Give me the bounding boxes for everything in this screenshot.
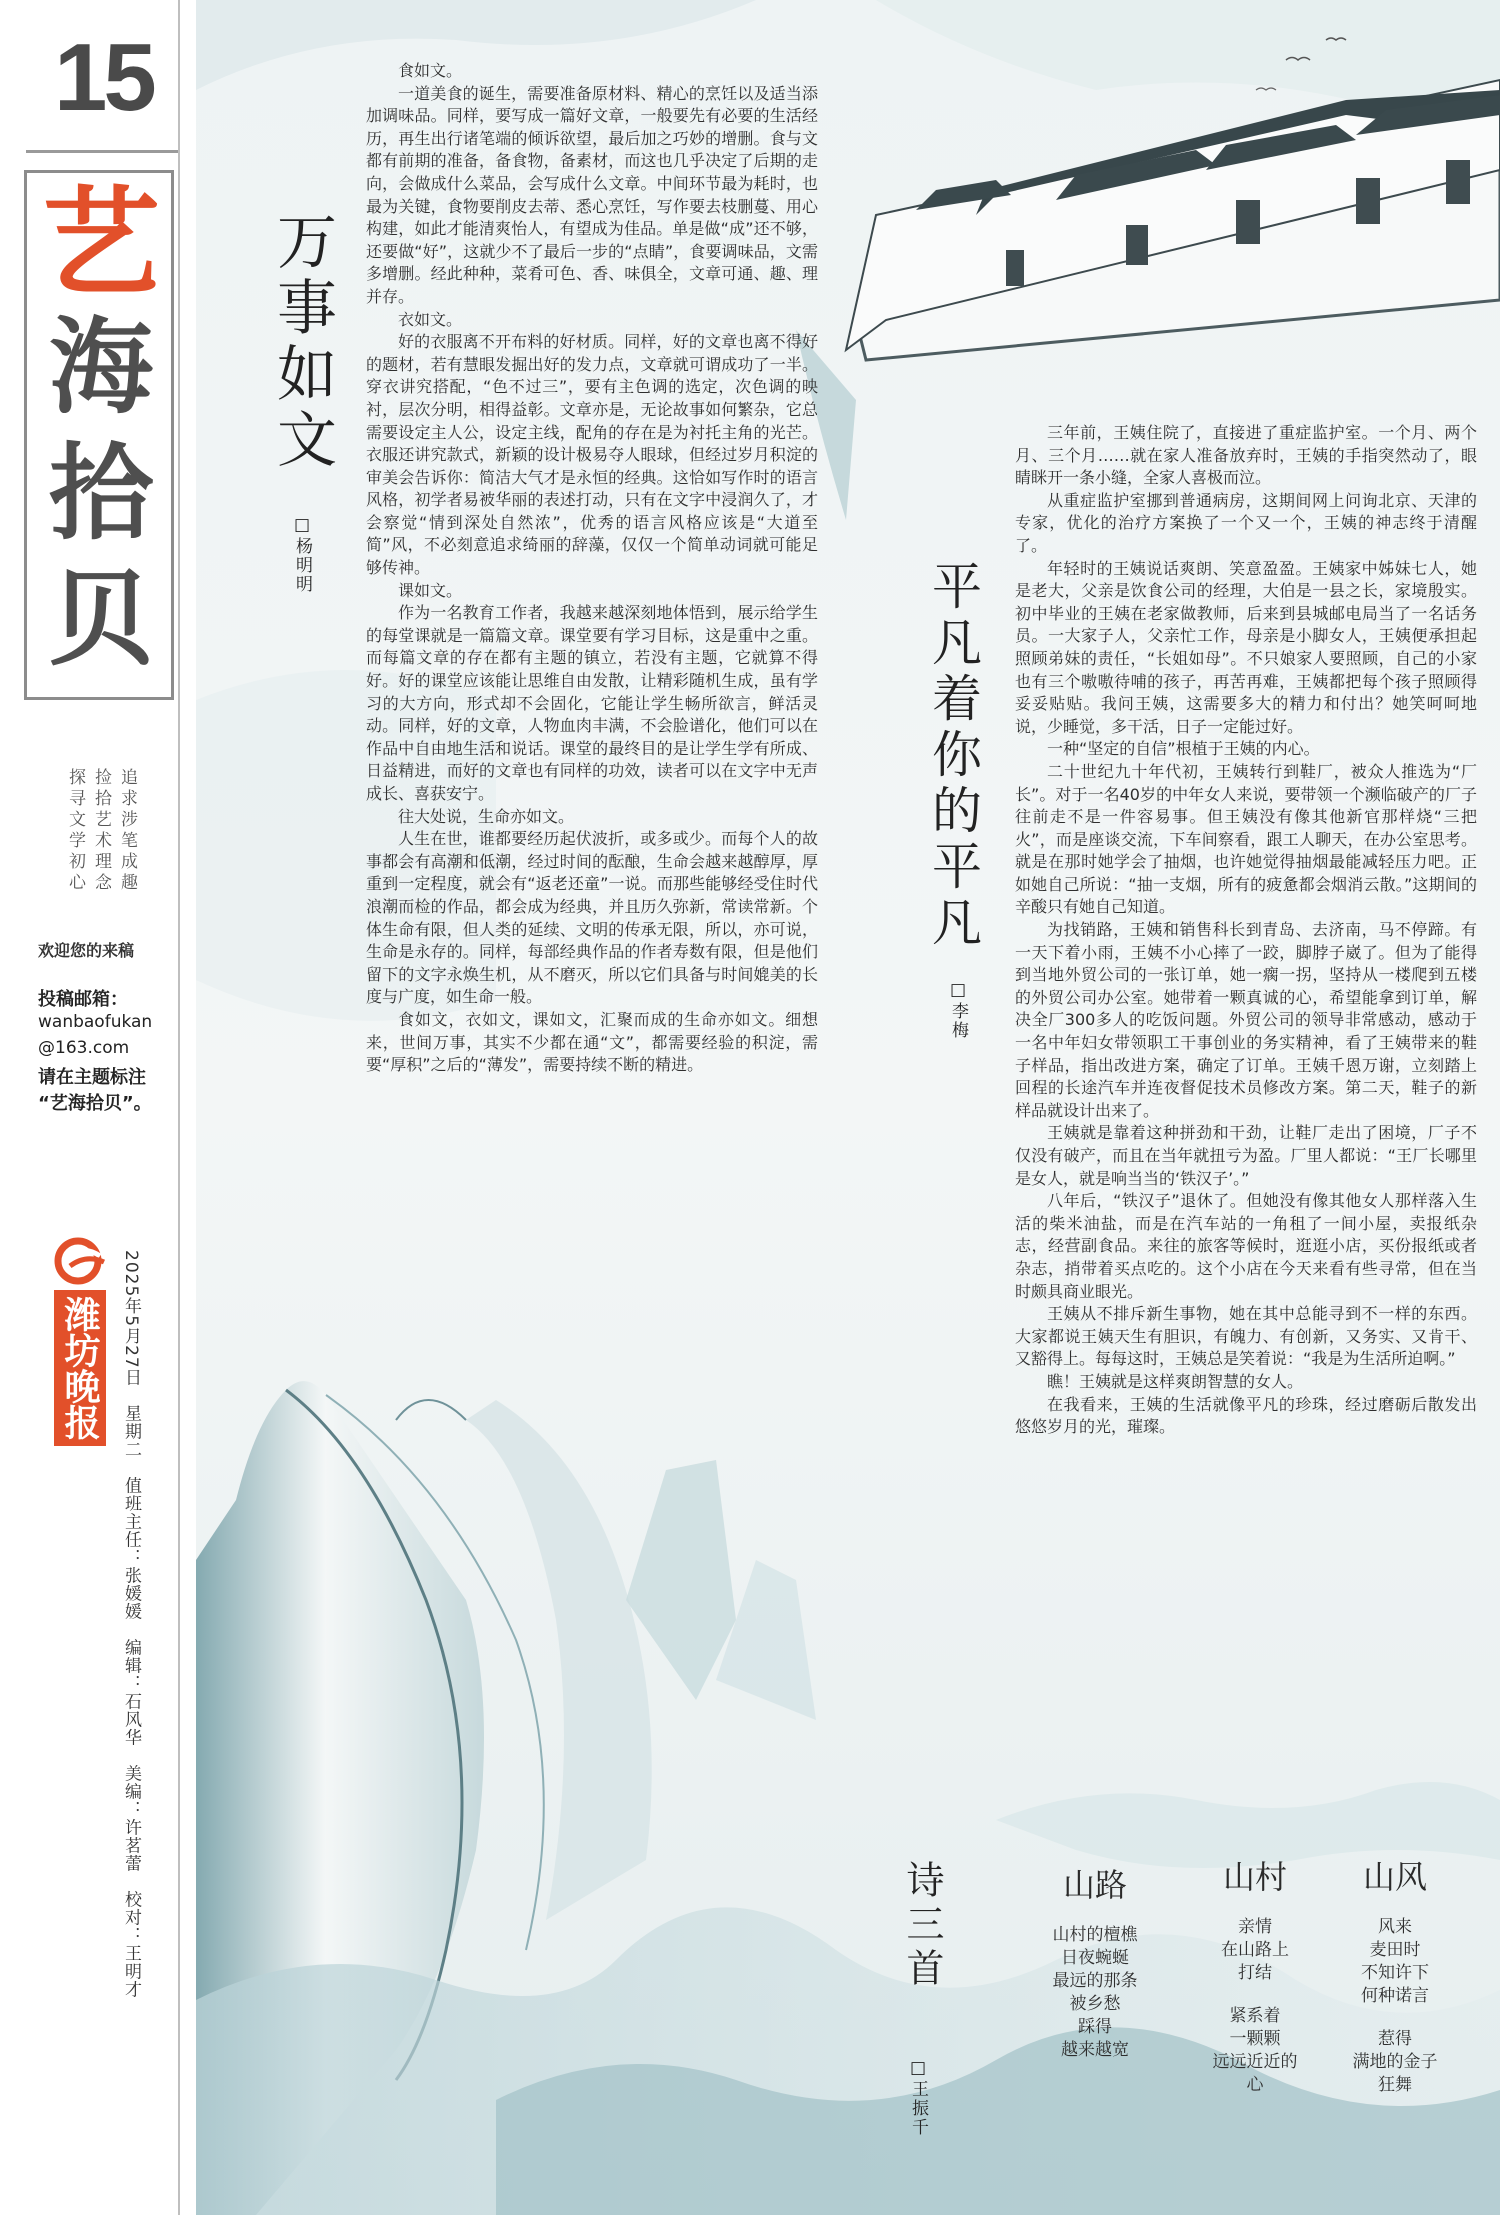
paragraph: 往大处说，生命亦如文。 bbox=[398, 806, 575, 826]
poem-line: 最远的那条 bbox=[1052, 1971, 1138, 1991]
column-title-char: 贝 bbox=[48, 557, 153, 680]
paragraph: 食如文，衣如文，课如文，汇聚而成的生命亦如文。细想来，世间万事，其实不少都在通“文”，都需要经验的积淀，需要“厚积”之后的“薄发”，需要持续不断的精进。 bbox=[366, 1009, 818, 1075]
email-label: 投稿邮箱： bbox=[38, 989, 128, 1010]
paragraph: 人生在世，谁都要经历起伏波折，或多或少。而每个人的故事都会有高潮和低潮，经过时间的酝酿，生命会越来越醇厚，厚重到一定程度，就会有“返老还童”一说。而那些能够经受住时代浪潮而检的作品，都会成为经典，并且历久弥新，常读常新。个体生命有限，但人类的延续、文明的传承无限，所以，亦可说，生命是永存的。同样，每部经典作品的作者寿数有限，但是他们留下的文字永焕生机，从不磨灭，所以它们具备与时间媲美的长度与广度，如生命一般。 bbox=[366, 829, 818, 1007]
poem bbox=[1185, 1852, 1325, 2097]
paragraph: 三年前，王姨住院了，直接进了重症监护室。一个月、两个月、三个月……就在家人准备放弃时，王姨的手指突然动了，眼睛眯开一条小缝，全家人喜极而泣。 bbox=[1015, 423, 1477, 488]
poem-line: 亲情 bbox=[1238, 1917, 1272, 1937]
poem-line: 被乡愁 bbox=[1069, 1994, 1121, 2014]
poem-title: 山村 bbox=[1222, 1858, 1287, 1896]
column-title-char: 艺 bbox=[41, 173, 160, 312]
paragraph: 从重症监护室挪到普通病房，这期间网上问询北京、天津的专家，优化的治疗方案换了一个又一个，王姨的神志终于清醒了。 bbox=[1015, 490, 1477, 555]
poem-line: 不知许下 bbox=[1361, 1963, 1429, 1983]
page-number: 15 bbox=[54, 24, 153, 131]
paragraph: 王姨就是靠着这种拼劲和干劲，让鞋厂走出了困境，厂子不仅没有破产，而且在当年就扭亏为盈。厂里人都说：“王厂长哪里是女人，就是响当当的‘铁汉子’。” bbox=[1015, 1123, 1477, 1188]
poem-line: 一颗颗 bbox=[1229, 2029, 1281, 2049]
welcome-text: 欢迎您的来稿 bbox=[38, 941, 135, 960]
poem-title: 山风 bbox=[1362, 1858, 1427, 1896]
poem-line: 狂舞 bbox=[1378, 2075, 1412, 2095]
paragraph: 二十世纪九十年代初，王姨转行到鞋厂，被众人推选为“厂长”。对于一名40岁的中年女人来说，要带领一个濒临破产的厂子往前走不是一件容易事。但王姨没有像其他新官那样烧“三把火”，而是座谈交流，下车间察看，跟工人聊天，在办公室思考。就是在那时她学会了抽烟，也许她觉得抽烟最能减轻压力吧。正如她自己所说：“抽一支烟，所有的疲惫都会烟消云散。”这期间的辛酸只有她自己知道。 bbox=[1015, 761, 1477, 917]
poem-line: 心 bbox=[1246, 2075, 1264, 2095]
email-address[interactable]: wanbaofukan bbox=[38, 1012, 153, 1032]
poem-line: 惹得 bbox=[1378, 2029, 1412, 2049]
poem-line: 日夜蜿蜒 bbox=[1061, 1948, 1129, 1968]
poems-author: □王振千 bbox=[908, 2058, 928, 2137]
paragraph: 在我看来，王姨的生活就像平凡的珍珠，经过磨砺后散发出悠悠岁月的光，璀璨。 bbox=[1015, 1394, 1477, 1437]
column-slogan: 探寻文学初心 bbox=[65, 768, 85, 894]
rail-divider bbox=[178, 0, 180, 2215]
column-slogan: 追求涉笔成趣 bbox=[117, 768, 137, 894]
paragraph: 年轻时的王姨说话爽朗、笑意盈盈。王姨家中姊妹七人，她是老大，父亲是饮食公司的经理，大伯是一县之长，家境殷实。初中毕业的王姨在老家做教师，后来到县城邮电局当了一名话务员。一大家子人，父亲忙工作，母亲是小脚女人，王姨便承担起照顾弟妹的责任，“长姐如母”。不只娘家人要照顾，自己的小家也有三个嗷嗷待哺的孩子，再苦再难，王姨都把每个孩子照顾得妥妥贴贴。我问王姨，这需要多大的精力和付出？她笑呵呵地说，少睡觉，多干活，日子一定能过好。 bbox=[1015, 558, 1477, 736]
paragraph: 王姨从不排斥新生事物，她在其中总能寻到不一样的东西。大家都说王姨天生有胆识，有魄力、有创新，又务实、又肯干、又豁得上。每每这时，王姨总是笑着说：“我是为生活所迫啊。” bbox=[1015, 1304, 1477, 1369]
poem-line: 远远近近的 bbox=[1212, 2052, 1298, 2072]
email-address-domain[interactable]: @163.com bbox=[38, 1038, 130, 1058]
article-title: 平凡着你的平凡 bbox=[924, 560, 982, 952]
article-title: 万事如文 bbox=[267, 210, 337, 474]
paragraph: 瞧！王姨就是这样爽朗智慧的女人。 bbox=[1047, 1371, 1304, 1391]
poem-line: 踩得 bbox=[1078, 2017, 1112, 2037]
poem bbox=[1325, 1852, 1465, 2097]
newspaper-logo-icon bbox=[52, 1236, 108, 1286]
stanza-break bbox=[1325, 2008, 1465, 2028]
article-body bbox=[1015, 422, 1477, 1439]
paragraph: 课如文。 bbox=[398, 580, 463, 600]
newspaper-name: 潍坊晚报 bbox=[54, 1290, 106, 1446]
column-slogan: 捡拾艺术理念 bbox=[91, 768, 111, 894]
poem-line: 何种诺言 bbox=[1361, 1986, 1429, 2006]
column-title-char: 海 bbox=[48, 305, 153, 428]
poem-line: 越来越宽 bbox=[1061, 2040, 1129, 2060]
paragraph: 好的衣服离不开布料的好材质。同样，好的文章也离不得好的题材，若有慧眼发掘出好的发力点，文章就可谓成功了一半。穿衣讲究搭配，“色不过三”，要有主色调的选定，次色调的映衬，层次分明，相得益彰。文章亦是，无论故事如何繁杂，它总需要设定主人公，设定主线，配角的存在是为衬托主角的光芒。衣服还讲究款式，新颖的设计极易夺人眼球，但经过岁月积淀的审美会告诉你：简洁大气才是永恒的经典。这恰如写作时的语言风格，初学者易被华丽的表述打动，只有在文字中浸润久了，才会察觉“情到深处自然浓”，优秀的语言风格应该是“大道至简”风，不必刻意追求绮丽的辞藻，仅仅一个简单动词就可能足够传神。 bbox=[366, 332, 818, 578]
poem-line: 麦田时 bbox=[1369, 1940, 1421, 1960]
paragraph: 食如文。 bbox=[398, 61, 463, 80]
poem-line: 在山路上 bbox=[1221, 1940, 1289, 1960]
poem-line: 打结 bbox=[1238, 1963, 1272, 1983]
poem bbox=[1025, 1860, 1165, 2062]
paragraph: 为找销路，王姨和销售科长到青岛、去济南，马不停蹄。有一天下着小雨，王姨不小心摔了一跤，脚脖子崴了。但为了能得到当地外贸公司的一张订单，她一瘸一拐，坚持从一楼爬到五楼的外贸公司办公室。她带着一颗真诚的心，希望能拿到订单，解决全厂300多人的吃饭问题。外贸公司的领导非常感动，感动于一名中年妇女带领职工干事创业的务实精神，看了王姨带来的鞋子样品，指出改进方案，确定了订单。王姨千恩万谢，立刻踏上回程的长途汽车并连夜督促技术员修改方案。第二天，鞋子的新样品就设计出来了。 bbox=[1015, 920, 1477, 1120]
article-body bbox=[366, 60, 818, 1077]
poem-line: 满地的金子 bbox=[1352, 2052, 1438, 2072]
article-author: □李梅 bbox=[948, 980, 968, 1040]
poem-line: 山村的檀樵 bbox=[1052, 1925, 1138, 1945]
stanza-break bbox=[1185, 1985, 1325, 2005]
paragraph: 作为一名教育工作者，我越来越深刻地体悟到，展示给学生的每堂课就是一篇篇文章。课堂要有学习目标，这是重中之重。而每篇文章的存在都有主题的镇立，若没有主题，它就算不得好。好的课堂应该能让思维自由发散，让精彩随机生成，虽有学习的大方向，形式却不会固化，它能让学生畅所欲言，鲜活灵动。同样，好的文章，人物血肉丰满，不会脸谱化，他们可以在作品中自由地生活和说话。课堂的最终目的是让学生学有所成、日益精进，而好的文章也有同样的功效，读者可以在文字中无声成长、喜获安宁。 bbox=[366, 603, 818, 803]
email-note: “艺海拾贝”。 bbox=[38, 1093, 152, 1114]
paragraph: 八年后，“铁汉子”退休了。但她没有像其他女人那样落入生活的柴米油盐，而是在汽车站的一角租了一间小屋，卖报纸杂志，经营副食品。来往的旅客等候时，逛逛小店，买份报纸或者杂志，捎带着买点吃的。这个小店在今天来看有些寻常，但在当时颇具商业眼光。 bbox=[1015, 1191, 1477, 1301]
poems-title: 诗三首 bbox=[900, 1860, 944, 1992]
issue-info: 2025年5月27日 星期二 值班主任：张媛媛 编辑：石风华 美编：许茗蕾 校对：王明才 bbox=[121, 1250, 141, 1999]
poem-title: 山路 bbox=[1062, 1866, 1127, 1904]
email-note: 请在主题标注 bbox=[38, 1067, 146, 1088]
paragraph: 一种“坚定的自信”根植于王姨的内心。 bbox=[1047, 739, 1320, 759]
paragraph: 衣如文。 bbox=[398, 309, 463, 329]
article-author: □杨明明 bbox=[292, 515, 312, 594]
column-title-char: 拾 bbox=[48, 431, 153, 554]
paragraph: 一道美食的诞生，需要准备原材料、精心的烹饪以及适当添加调味品。同样，要写成一篇好文章，一般要先有必要的生活经历，再生出行诸笔端的倾诉欲望，最后加之巧妙的增删。食与文都有前期的准备，备食物，备素材，而这也几乎决定了后期的走向，会做成什么菜品，会写成什么文章。中间环节最为耗时，也最为关键，食物要削皮去蒂、悉心烹饪，写作要去枝删蔓、用心构建，如此才能清爽怡人，有望成为佳品。单是做“成”还不够，还要做“好”，这就少不了最后一步的“点睛”，食要调味品，文需多增删。经此种种，菜肴可色、香、味俱全，文章可通、趣、理并存。 bbox=[366, 83, 818, 306]
poem-line: 风来 bbox=[1378, 1917, 1412, 1937]
poem-line: 紧系着 bbox=[1229, 2006, 1281, 2026]
page-number-rule bbox=[26, 150, 178, 153]
